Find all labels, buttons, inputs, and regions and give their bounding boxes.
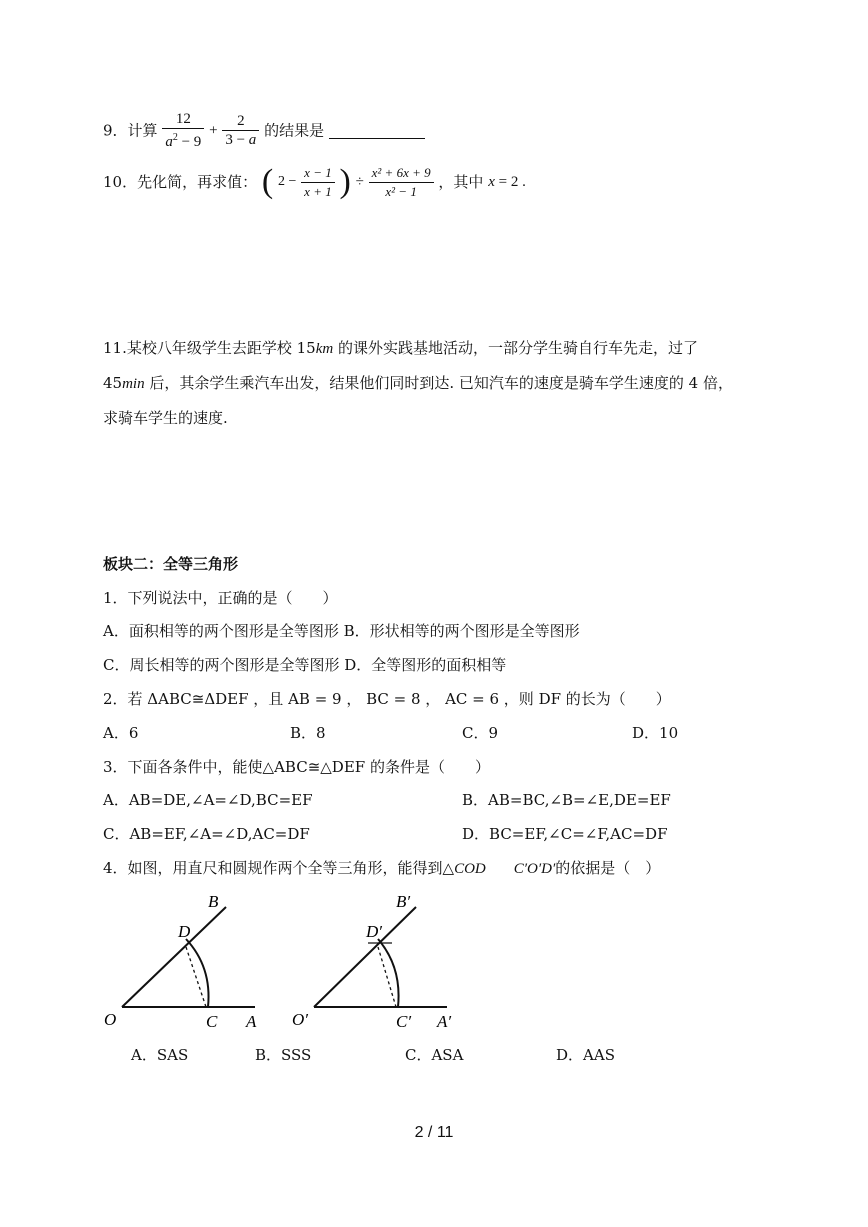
- p1-options-cd[interactable]: C．周长相等的两个图形是全等图形 D．全等图形的面积相等: [103, 656, 507, 674]
- right-ray-ob: [314, 907, 416, 1007]
- p1-stem: 1．下列说法中，正确的是（ ）: [103, 589, 338, 607]
- left-dashed-cd: [186, 947, 206, 1007]
- right-label-c: C′: [396, 1012, 412, 1031]
- q11-line-2: 45min 后，其余学生乘汽车出发，结果他们同时到达. 已知汽车的速度是骑车学生速度的 4 倍，: [103, 374, 733, 392]
- right-label-a: A′: [437, 1012, 452, 1031]
- page-number: 2 / 11: [414, 1124, 454, 1141]
- q10-divide: ÷: [355, 174, 364, 190]
- left-label-d: D: [178, 922, 191, 941]
- p4-math-1: △COD: [442, 861, 486, 877]
- q11-line-1: 11.某校八年级学生去距学校 15km 的课外实践基地活动，一部分学生骑自行车先走，过了: [103, 339, 698, 357]
- question-10: [103, 162, 526, 206]
- p4-option-c[interactable]: C．ASA: [405, 1046, 464, 1064]
- q10-suffix: ，其中: [438, 173, 484, 191]
- right-construction: [292, 892, 451, 1031]
- p4-stem: 4．如图，用直尺和圆规作两个全等三角形，能得到△COD C′O′D′的依据是（ ）: [103, 859, 661, 877]
- q10-cond-var: x: [488, 174, 495, 190]
- q10-inner-left: 2 −: [277, 174, 297, 189]
- right-dashed-cd: [378, 947, 396, 1007]
- right-label-o: O′: [292, 1010, 308, 1029]
- q9-plus: +: [209, 122, 218, 139]
- p4-option-a[interactable]: A．SAS: [131, 1046, 189, 1064]
- p2-stem: 2．若 ΔABC≅ΔDEF ，且 AB = 9 ， BC = 8 ， AC = 6 ，则 DF 的长为（ ）: [103, 690, 671, 708]
- p2-option-a[interactable]: A．6: [103, 724, 139, 742]
- p3-option-c[interactable]: C．AB=EF,∠A=∠D,AC=DF: [103, 825, 310, 843]
- p3-option-d[interactable]: D．BC=EF,∠C=∠F,AC=DF: [462, 825, 668, 843]
- left-construction: [104, 892, 257, 1031]
- left-label-b: B: [208, 892, 219, 911]
- right-arc: [378, 939, 399, 1007]
- p2-option-c[interactable]: C．9: [462, 724, 499, 742]
- p1-options-ab[interactable]: A．面积相等的两个图形是全等图形 B．形状相等的两个图形是全等图形: [103, 622, 580, 640]
- left-arc: [186, 939, 209, 1007]
- left-label-o: O: [104, 1010, 117, 1029]
- q10-right-paren: ): [339, 163, 351, 200]
- question-9: [103, 110, 425, 150]
- q9-answer-blank[interactable]: [329, 122, 425, 139]
- section-2-title: 板块二：全等三角形: [103, 555, 239, 573]
- p3-option-a[interactable]: A．AB=DE,∠A=∠D,BC=EF: [103, 791, 313, 809]
- q9-label: 9．计算: [103, 121, 158, 140]
- p2-option-d[interactable]: D．10: [632, 724, 679, 742]
- right-label-d: D′: [366, 922, 382, 941]
- q11-line-3: 求骑车学生的速度.: [103, 409, 228, 427]
- left-ray-ob: [122, 907, 226, 1007]
- construction-figure: [0, 885, 868, 1035]
- p3-option-b[interactable]: B．AB=BC,∠B=∠E,DE=EF: [462, 791, 671, 809]
- p3-stem: 3．下面各条件中，能使△ABC≅△DEF 的条件是（ ）: [103, 758, 490, 776]
- p2-option-b[interactable]: B．8: [290, 724, 326, 742]
- p4-math-2: C′O′D′: [513, 861, 556, 877]
- q10-label: 10．先化简，再求值：: [103, 173, 258, 191]
- right-label-b: B′: [396, 892, 411, 911]
- q9-suffix: 的结果是: [264, 121, 325, 140]
- q9-fraction-1: $\frac{12}{a^2 - 9}$: [162, 110, 204, 151]
- q9-fraction-2: $\frac{2}{3 - a}$: [222, 112, 259, 149]
- q10-left-paren: (: [261, 163, 274, 200]
- p4-option-d[interactable]: D．AAS: [556, 1046, 615, 1064]
- p4-option-b[interactable]: B．SSS: [255, 1046, 312, 1064]
- left-label-c: C: [206, 1012, 218, 1031]
- q10-outer-fraction: $\frac{\text{x² + 6x + 9}}{\text{x² − 1}}$: [369, 164, 434, 201]
- q10-cond-rest: = 2 .: [494, 174, 526, 190]
- q10-inner-fraction: $\frac{x - 1}{x + 1}$: [301, 164, 335, 201]
- left-label-a: A: [246, 1012, 257, 1031]
